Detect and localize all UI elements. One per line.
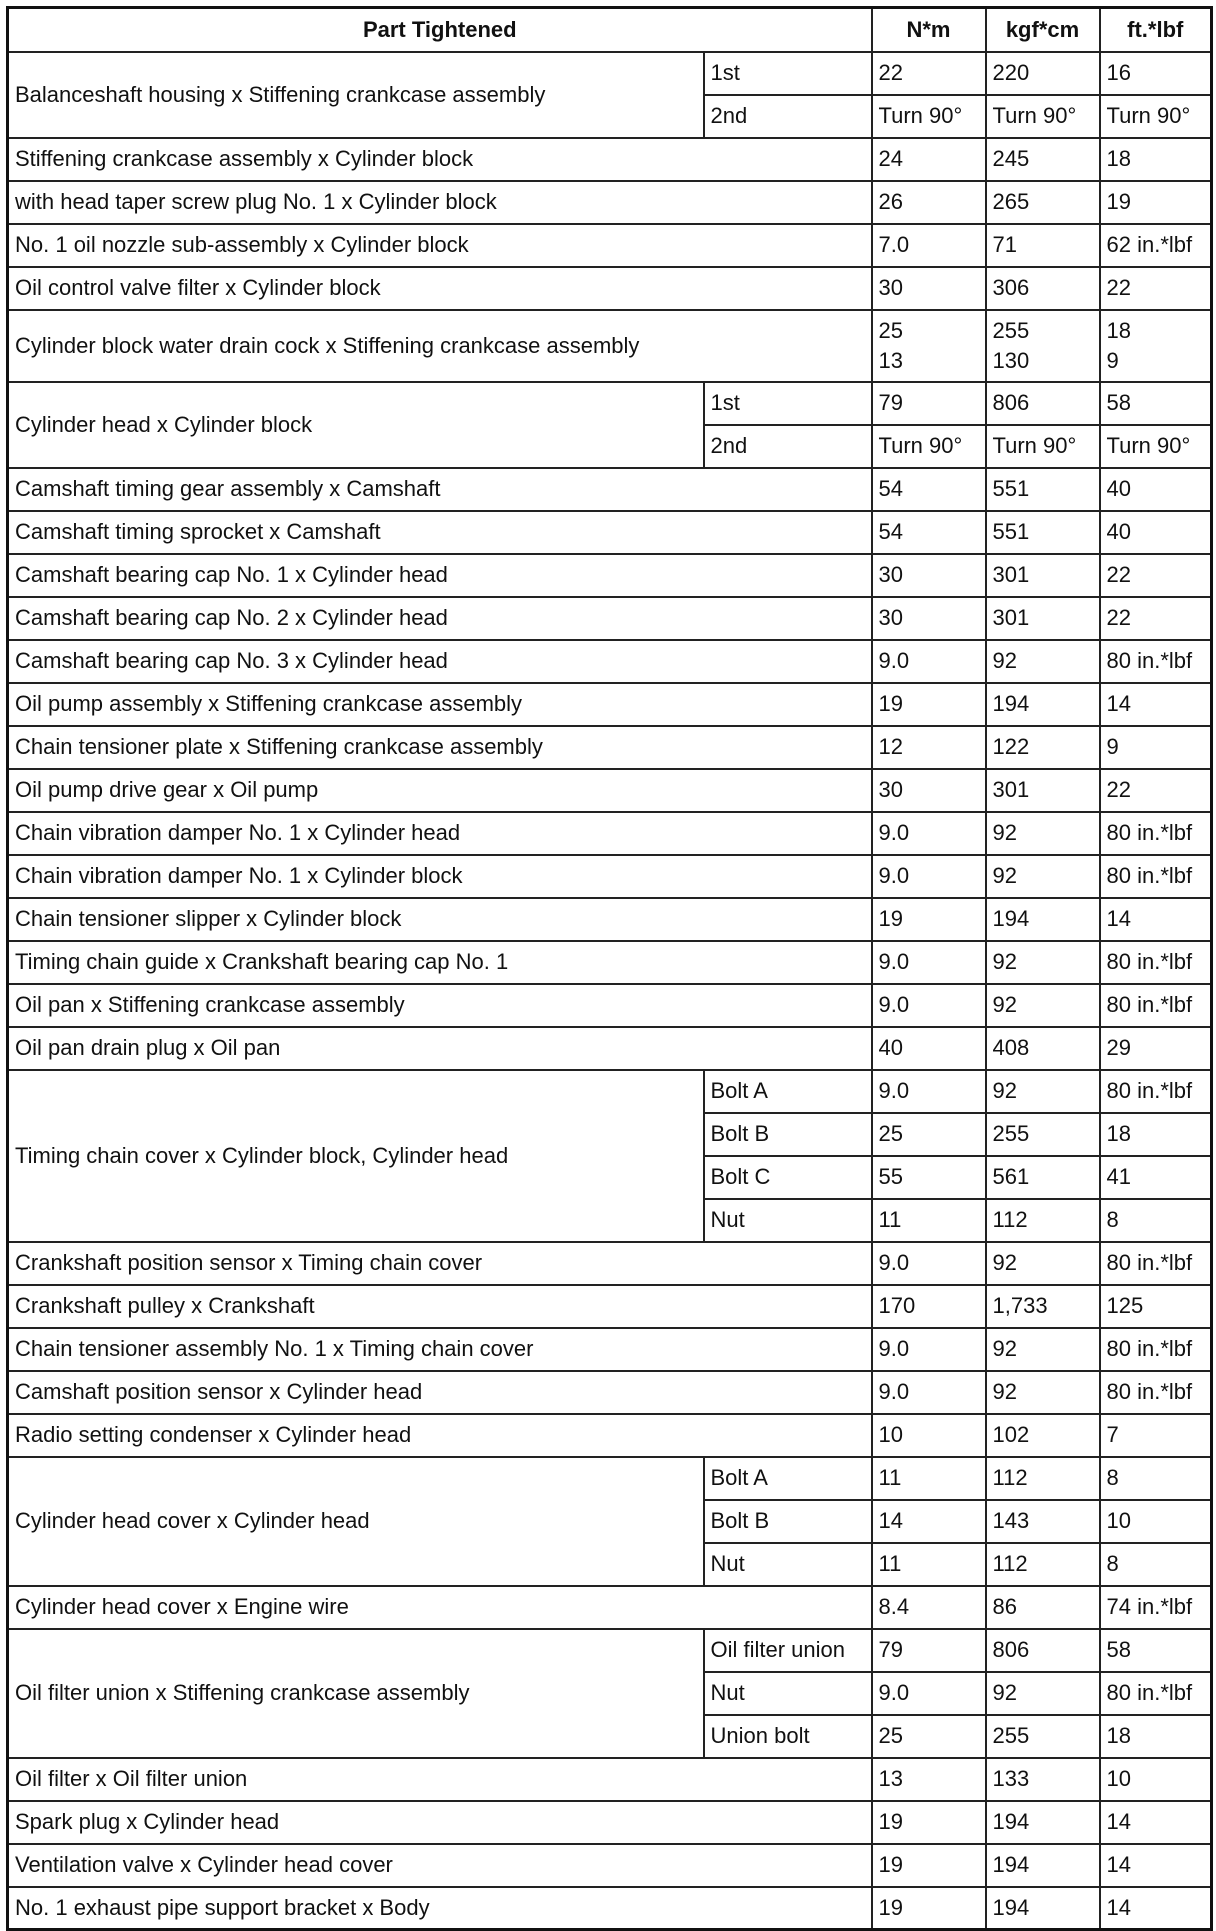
value-kgfcm: 112 [986,1543,1100,1586]
part-name: Camshaft position sensor x Cylinder head [8,1371,872,1414]
value-kgfcm: 245 [986,138,1100,181]
value-ftlbf: 14 [1100,1844,1212,1887]
table-row [8,769,1212,812]
value-kgfcm: 194 [986,1801,1100,1844]
value-nm: 9.0 [872,1242,986,1285]
value-ftlbf: 8 [1100,1457,1212,1500]
value-ftlbf: 14 [1100,1801,1212,1844]
value-kgfcm: 102 [986,1414,1100,1457]
value-kgfcm: 92 [986,1242,1100,1285]
header-part-tightened: Part Tightened [8,8,872,52]
part-name: Crankshaft pulley x Crankshaft [8,1285,872,1328]
value-kgfcm: 92 [986,1371,1100,1414]
value-kgfcm: 255 [986,1113,1100,1156]
value-ftlbf: 29 [1100,1027,1212,1070]
value-ftlbf: 18 [1100,1113,1212,1156]
value-nm: 19 [872,1801,986,1844]
table-row [8,310,1212,382]
part-name: Oil pan x Stiffening crankcase assembly [8,984,872,1027]
table-row [8,138,1212,181]
condition: 1st [704,52,872,95]
part-name: Ventilation valve x Cylinder head cover [8,1844,872,1887]
value-ftlbf: 40 [1100,511,1212,554]
table-row [8,898,1212,941]
value-nm: 11 [872,1199,986,1242]
value-ftlbf: 18 [1100,1715,1212,1758]
value-kgfcm: 133 [986,1758,1100,1801]
value-nm: 10 [872,1414,986,1457]
part-name: No. 1 exhaust pipe support bracket x Body [8,1887,872,1930]
value-nm: 30 [872,769,986,812]
condition: Bolt A [704,1070,872,1113]
part-name: Chain tensioner assembly No. 1 x Timing chain cover [8,1328,872,1371]
value-nm: Turn 90° [872,95,986,138]
value-ftlbf: 80 in.*lbf [1100,941,1212,984]
value-nm: Turn 90° [872,425,986,468]
value-ftlbf: 14 [1100,683,1212,726]
table-row [8,224,1212,267]
value-nm: 12 [872,726,986,769]
condition: Bolt B [704,1500,872,1543]
condition: Union bolt [704,1715,872,1758]
part-name: Timing chain guide x Crankshaft bearing cap No. 1 [8,941,872,984]
value-ftlbf-line: 9 [1106,347,1119,373]
value-kgfcm: 112 [986,1199,1100,1242]
value-ftlbf: 22 [1100,554,1212,597]
value-nm: 30 [872,267,986,310]
value-ftlbf: 80 in.*lbf [1100,1328,1212,1371]
value-nm: 8.4 [872,1586,986,1629]
value-ftlbf: 80 in.*lbf [1100,640,1212,683]
value-kgfcm: 1,733 [986,1285,1100,1328]
value-ftlbf: 16 [1100,52,1212,95]
value-ftlbf: 58 [1100,1629,1212,1672]
value-nm: 30 [872,554,986,597]
value-nm: 9.0 [872,640,986,683]
value-ftlbf: Turn 90° [1100,95,1212,138]
value-kgfcm: 408 [986,1027,1100,1070]
value-ftlbf: 22 [1100,267,1212,310]
condition: Nut [704,1543,872,1586]
value-kgfcm: 301 [986,597,1100,640]
value-nm: 19 [872,683,986,726]
value-ftlbf: 80 in.*lbf [1100,1371,1212,1414]
part-name: Cylinder head x Cylinder block [8,382,704,468]
part-name: Camshaft timing sprocket x Camshaft [8,511,872,554]
value-kgfcm: 806 [986,382,1100,425]
condition: Bolt B [704,1113,872,1156]
part-name: No. 1 oil nozzle sub-assembly x Cylinder block [8,224,872,267]
condition: Oil filter union [704,1629,872,1672]
table-row [8,52,1212,95]
table-row [8,855,1212,898]
value-nm: 9.0 [872,812,986,855]
torque-spec-sheet [6,6,1210,1920]
value-ftlbf: 125 [1100,1285,1212,1328]
value-nm: 40 [872,1027,986,1070]
value-ftlbf: 10 [1100,1500,1212,1543]
condition: 2nd [704,425,872,468]
table-row [8,984,1212,1027]
header-nm: N*m [872,8,986,52]
value-ftlbf: 9 [1100,726,1212,769]
value-kgfcm: 112 [986,1457,1100,1500]
part-name: Cylinder head cover x Engine wire [8,1586,872,1629]
condition: 1st [704,382,872,425]
table-row [8,1371,1212,1414]
value-kgfcm: 561 [986,1156,1100,1199]
value-kgfcm: 92 [986,855,1100,898]
value-ftlbf: 41 [1100,1156,1212,1199]
value-nm: 19 [872,898,986,941]
value-kgfcm: 194 [986,683,1100,726]
value-kgfcm: 220 [986,52,1100,95]
value-ftlbf: 22 [1100,769,1212,812]
condition: Nut [704,1672,872,1715]
table-row [8,1027,1212,1070]
value-kgfcm: 92 [986,1672,1100,1715]
table-row [8,941,1212,984]
part-name: Balanceshaft housing x Stiffening crankcase assembly [8,52,704,138]
part-name: Oil pump drive gear x Oil pump [8,769,872,812]
part-name: Timing chain cover x Cylinder block, Cylinder head [8,1070,704,1242]
table-row [8,1844,1212,1887]
value-nm: 7.0 [872,224,986,267]
table-row [8,1629,1212,1672]
value-nm: 54 [872,511,986,554]
value-nm: 24 [872,138,986,181]
value-kgfcm: 92 [986,941,1100,984]
value-ftlbf: 8 [1100,1199,1212,1242]
part-name: Camshaft bearing cap No. 1 x Cylinder head [8,554,872,597]
value-kgfcm: 92 [986,640,1100,683]
value-nm: 9.0 [872,1070,986,1113]
part-name: Oil pump assembly x Stiffening crankcase assembly [8,683,872,726]
part-name: Camshaft bearing cap No. 2 x Cylinder head [8,597,872,640]
value-ftlbf: 10 [1100,1758,1212,1801]
value-kgfcm: 71 [986,224,1100,267]
value-kgfcm: 301 [986,554,1100,597]
table-row [8,1457,1212,1500]
table-row [8,554,1212,597]
value-kgfcm: 265 [986,181,1100,224]
value-nm: 79 [872,1629,986,1672]
value-ftlbf: 80 in.*lbf [1100,812,1212,855]
part-name: Oil control valve filter x Cylinder block [8,267,872,310]
value-nm: 9.0 [872,1672,986,1715]
condition: Nut [704,1199,872,1242]
part-name: Radio setting condenser x Cylinder head [8,1414,872,1457]
header-ftlbf: ft.*lbf [1100,8,1212,52]
value-ftlbf-line: 18 [1106,317,1131,343]
value-ftlbf: 80 in.*lbf [1100,1242,1212,1285]
value-kgfcm: Turn 90° [986,95,1100,138]
torque-table-body [8,52,1212,1930]
part-name: Stiffening crankcase assembly x Cylinder block [8,138,872,181]
value-ftlbf: 80 in.*lbf [1100,984,1212,1027]
table-row [8,1758,1212,1801]
value-nm: 13 [872,1758,986,1801]
value-ftlbf: 7 [1100,1414,1212,1457]
table-row [8,267,1212,310]
value-nm: 9.0 [872,941,986,984]
value-nm: 19 [872,1887,986,1930]
condition: Bolt C [704,1156,872,1199]
value-nm: 26 [872,181,986,224]
value-ftlbf: 40 [1100,468,1212,511]
value-kgfcm: 92 [986,984,1100,1027]
value-ftlbf: 14 [1100,898,1212,941]
value-nm [872,310,986,382]
value-kgfcm: 86 [986,1586,1100,1629]
value-kgfcm-line: 130 [992,347,1030,373]
table-row [8,683,1212,726]
value-kgfcm [986,310,1100,382]
value-kgfcm: 194 [986,1844,1100,1887]
value-nm: 9.0 [872,1371,986,1414]
part-name: Cylinder head cover x Cylinder head [8,1457,704,1586]
value-kgfcm: 92 [986,812,1100,855]
part-name: Chain tensioner plate x Stiffening crankcase assembly [8,726,872,769]
value-nm: 170 [872,1285,986,1328]
part-name: Crankshaft position sensor x Timing chain cover [8,1242,872,1285]
value-nm: 79 [872,382,986,425]
part-name: Camshaft bearing cap No. 3 x Cylinder head [8,640,872,683]
table-row [8,1887,1212,1930]
table-row [8,597,1212,640]
value-nm: 9.0 [872,855,986,898]
value-kgfcm: 92 [986,1328,1100,1371]
value-kgfcm-line: 255 [992,317,1030,343]
value-nm: 9.0 [872,1328,986,1371]
value-kgfcm: 551 [986,468,1100,511]
part-name: Spark plug x Cylinder head [8,1801,872,1844]
table-row [8,1328,1212,1371]
part-name: Cylinder block water drain cock x Stiffening crankcase assembly [8,310,872,382]
header-kgfcm: kgf*cm [986,8,1100,52]
value-ftlbf: 58 [1100,382,1212,425]
value-ftlbf: 80 in.*lbf [1100,1070,1212,1113]
value-ftlbf: 14 [1100,1887,1212,1930]
value-nm: 9.0 [872,984,986,1027]
table-row [8,181,1212,224]
value-kgfcm: 122 [986,726,1100,769]
value-ftlbf: 80 in.*lbf [1100,855,1212,898]
condition: 2nd [704,95,872,138]
value-nm: 25 [872,1113,986,1156]
table-row [8,1242,1212,1285]
value-nm: 19 [872,1844,986,1887]
part-name: Oil filter union x Stiffening crankcase assembly [8,1629,704,1758]
value-kgfcm: 92 [986,1070,1100,1113]
value-kgfcm: Turn 90° [986,425,1100,468]
table-row [8,382,1212,425]
table-row [8,1414,1212,1457]
part-name: Oil pan drain plug x Oil pan [8,1027,872,1070]
value-nm: 54 [872,468,986,511]
value-ftlbf: 74 in.*lbf [1100,1586,1212,1629]
value-nm: 30 [872,597,986,640]
value-ftlbf: 22 [1100,597,1212,640]
value-ftlbf: 8 [1100,1543,1212,1586]
value-ftlbf: 62 in.*lbf [1100,224,1212,267]
part-name: Chain vibration damper No. 1 x Cylinder block [8,855,872,898]
table-row [8,1586,1212,1629]
value-nm: 25 [872,1715,986,1758]
part-name: with head taper screw plug No. 1 x Cylinder block [8,181,872,224]
value-kgfcm: 306 [986,267,1100,310]
value-ftlbf [1100,310,1212,382]
table-row [8,1285,1212,1328]
table-row [8,468,1212,511]
value-kgfcm: 301 [986,769,1100,812]
value-nm: 22 [872,52,986,95]
part-name: Chain tensioner slipper x Cylinder block [8,898,872,941]
table-row [8,1801,1212,1844]
value-kgfcm: 194 [986,898,1100,941]
value-nm-line: 13 [878,347,903,373]
value-kgfcm: 143 [986,1500,1100,1543]
value-ftlbf: 19 [1100,181,1212,224]
value-kgfcm: 194 [986,1887,1100,1930]
torque-table [6,6,1213,1931]
value-ftlbf: Turn 90° [1100,425,1212,468]
part-name: Camshaft timing gear assembly x Camshaft [8,468,872,511]
value-ftlbf: 18 [1100,138,1212,181]
table-row [8,1070,1212,1113]
table-row [8,726,1212,769]
value-kgfcm: 551 [986,511,1100,554]
table-row [8,511,1212,554]
value-kgfcm: 806 [986,1629,1100,1672]
part-name: Chain vibration damper No. 1 x Cylinder head [8,812,872,855]
header-row [8,8,1212,52]
value-nm: 14 [872,1500,986,1543]
table-row [8,812,1212,855]
value-ftlbf: 80 in.*lbf [1100,1672,1212,1715]
value-nm: 11 [872,1457,986,1500]
value-nm: 55 [872,1156,986,1199]
table-row [8,640,1212,683]
condition: Bolt A [704,1457,872,1500]
value-nm-line: 25 [878,317,903,343]
value-kgfcm: 255 [986,1715,1100,1758]
value-nm: 11 [872,1543,986,1586]
part-name: Oil filter x Oil filter union [8,1758,872,1801]
